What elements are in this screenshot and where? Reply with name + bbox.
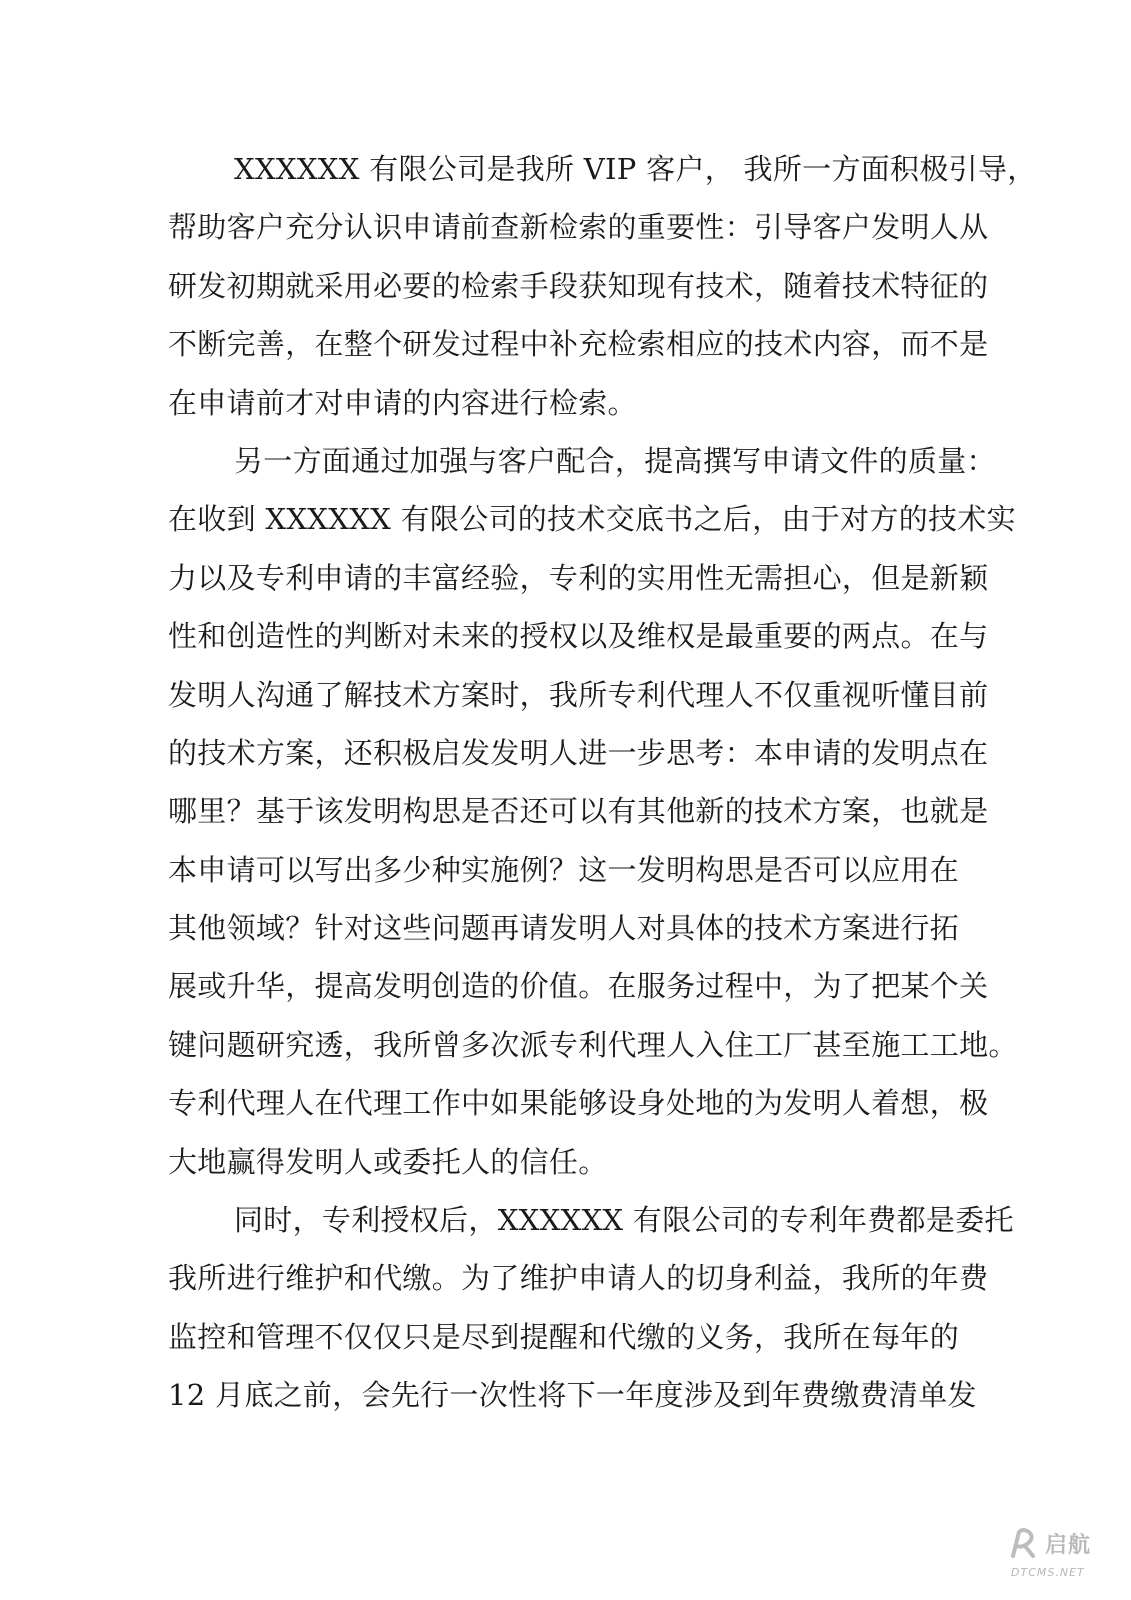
watermark-site: DTCMS.NET xyxy=(1011,1566,1085,1579)
paragraph-1-line-4: 不断完善，在整个研发过程中补充检索相应的技术内容，而不是 xyxy=(168,327,989,362)
paragraph-2-line-13: 大地赢得发明人或委托人的信任。 xyxy=(168,1144,608,1179)
paragraph-2-line-7: 哪里？基于该发明构思是否还可以有其他新的技术方案，也就是 xyxy=(168,794,989,829)
paragraph-2-line-5: 发明人沟通了解技术方案时，我所专利代理人不仅重视听懂目前 xyxy=(168,677,989,712)
paragraph-2-line-4: 性和创造性的判断对未来的授权以及维权是最重要的两点。在与 xyxy=(168,619,989,654)
watermark-name: 启航 xyxy=(1045,1533,1092,1558)
paragraph-1-line-5: 在申请前才对申请的内容进行检索。 xyxy=(168,385,637,420)
paragraph-2-line-2: 在收到 XXXXXX 有限公司的技术交底书之后，由于对方的技术实 xyxy=(168,502,1016,537)
paragraph-3-line-1: 同时，专利授权后，XXXXXX 有限公司的专利年费都是委托 xyxy=(234,1203,1014,1238)
paragraph-2-line-6: 的技术方案，还积极启发发明人进一步思考：本申请的发明点在 xyxy=(168,735,989,770)
paragraph-1-line-1: XXXXXX 有限公司是我所 VIP 客户， 我所一方面积极引导， xyxy=(234,152,1037,186)
qihang-logo-icon xyxy=(1005,1526,1041,1562)
paragraph-3-line-4: 12 月底之前，会先行一次性将下一年度涉及到年费缴费清单发 xyxy=(168,1378,977,1413)
watermark xyxy=(1005,1524,1105,1586)
paragraph-1-line-2: 帮助客户充分认识申请前查新检索的重要性：引导客户发明人从 xyxy=(168,210,989,245)
paragraph-2-line-12: 专利代理人在代理工作中如果能够设身处地的为发明人着想，极 xyxy=(168,1086,989,1121)
paragraph-2-line-10: 展或升华，提高发明创造的价值。在服务过程中，为了把某个关 xyxy=(168,969,989,1004)
paragraph-3-line-2: 我所进行维护和代缴。为了维护申请人的切身利益，我所的年费 xyxy=(168,1261,989,1296)
paragraph-2-line-1: 另一方面通过加强与客户配合，提高撰写申请文件的质量： xyxy=(234,443,996,478)
paragraph-2-line-3: 力以及专利申请的丰富经验，专利的实用性无需担心，但是新颖 xyxy=(168,560,989,595)
document-body xyxy=(168,140,1037,1425)
paragraph-2-line-8: 本申请可以写出多少种实施例？这一发明构思是否可以应用在 xyxy=(168,852,960,887)
paragraph-3-line-3: 监控和管理不仅仅只是尽到提醒和代缴的义务，我所在每年的 xyxy=(168,1319,960,1354)
paragraph-2-line-9: 其他领域？针对这些问题再请发明人对具体的技术方案进行拓 xyxy=(168,911,960,946)
paragraph-2-line-11: 键问题研究透，我所曾多次派专利代理人入住工厂甚至施工工地。 xyxy=(168,1027,1018,1062)
paragraph-1-line-3: 研发初期就采用必要的检索手段获知现有技术，随着技术特征的 xyxy=(168,268,989,303)
